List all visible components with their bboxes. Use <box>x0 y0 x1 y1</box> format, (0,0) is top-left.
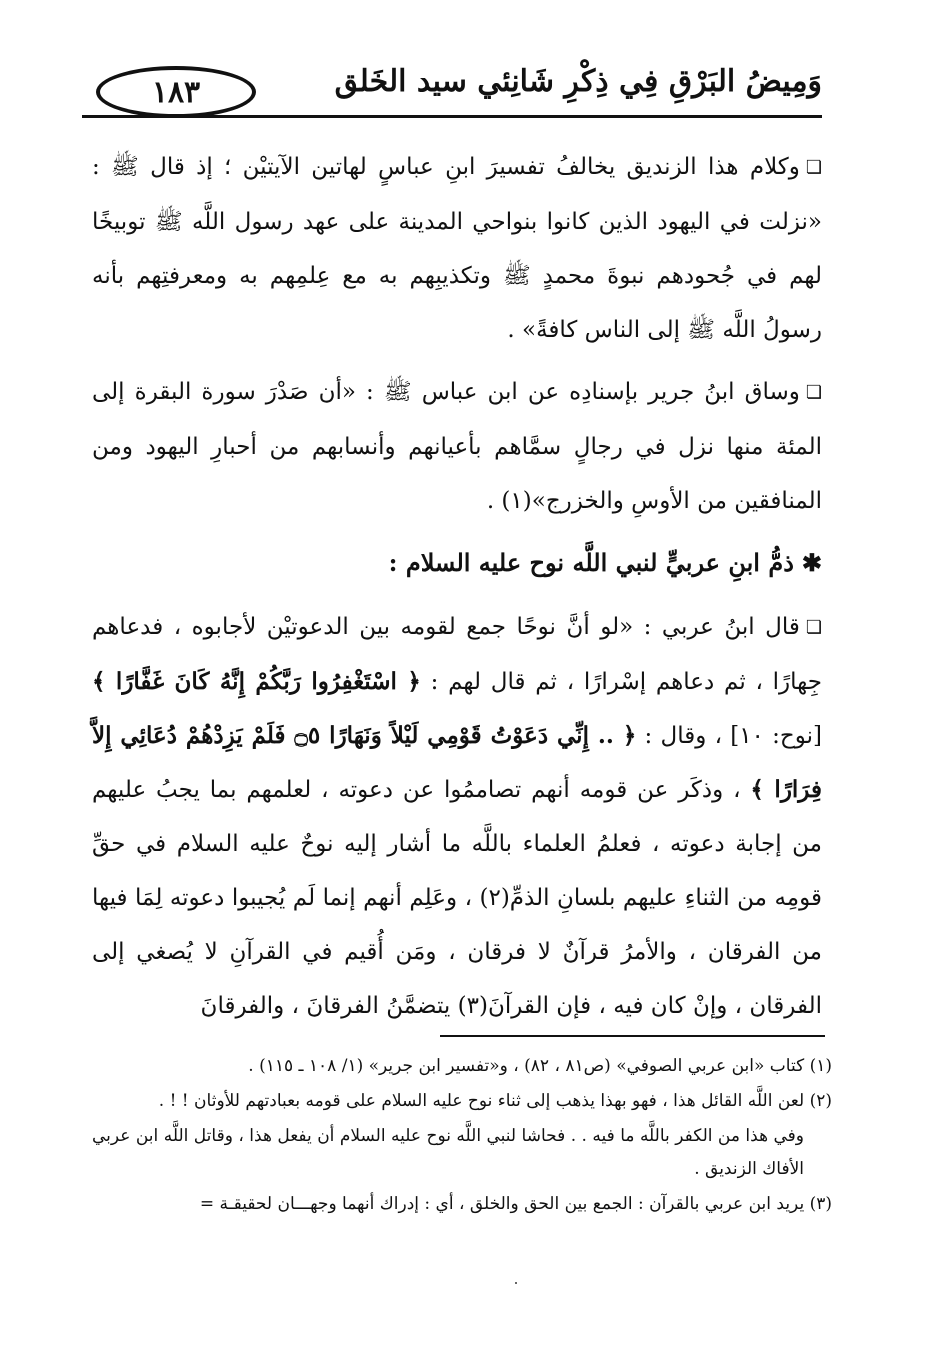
paragraph-3-text-c: ، وذكَر عن قومه أنهم تصاممُوا عن دعوته ، لعلمهم بما يجبُ عليهم من إجابة دعوته ، فعلمُ العلماء باللَّه ما أشار إليه نوحٌ عليه السلام في حقِّ قومِه من الثناءِ عليهم بلسانِ الذمِّ(٢) ، وعَلِم أنهم إنما لَم يُجيبوا دعوته لِمَا فيها من الفرقان ، والأمرُ قرآنٌ لا فرقان ، ومَن أُقيم في القرآنِ لا يُصغي إلى الفرقان ، وإنْ كان فيه ، فإن القرآنَ(٣) يتضمَّنُ الفرقانَ ، والفرقانَ <box>92 777 822 1019</box>
paragraph-1-text: وكلام هذا الزنديق يخالفُ تفسيرَ ابنِ عباسٍ لهاتين الآيتيْن ؛ إذ قال ﷺ : «نزلت في اليهود الذين كانوا بنواحي المدينة على عهد رسول اللَّه ﷺ توبيخًا لهم في جُحودهم نبوةَ محمدٍ ﷺ وتكذيبِهم به مع عِلمِهم به ومعرفتِهم بأنه رسولُ اللَّه ﷺ إلى الناس كافةً» . <box>92 154 822 343</box>
paragraph-3-text-a: قال ابنُ عربي : «لو أنَّ نوحًا جمع لقومه بين الدعوتيْن لأجابوه ، فدعاهم جِهارًا ، ثم دعاهم إسْرارًا ، ثم قال لهم : <box>92 614 822 695</box>
footnotes <box>92 1050 832 1223</box>
footnote-3: (٣) يريد ابن عربي بالقرآن : الجمع بين الحق والخلق ، أي : إدراك أنهما وجهـــان لحقيقـة = <box>199 1194 832 1214</box>
paragraph-1 <box>92 140 822 357</box>
paragraph-2 <box>92 365 822 528</box>
section-heading-text: ذمُّ ابنِ عربيٍّ لنبي اللَّه نوح عليه السلام : <box>388 548 794 577</box>
square-bullet-icon: ❏ <box>805 157 822 178</box>
asterisk-icon: ✱ <box>801 548 822 577</box>
footnote-divider <box>440 1035 825 1037</box>
section-heading <box>92 536 822 590</box>
square-bullet-icon: ❏ <box>805 617 822 638</box>
footnote-2-continuation: وفي هذا من الكفر باللَّه ما فيه . . فحاشا لنبي اللَّه نوح عليه السلام أن يفعل هذا ، وقاتل اللَّه ابن عربي الأفاك الزنديق . <box>92 1126 804 1179</box>
paragraph-3-text-b: [نوح: ١٠] ، وقال : <box>644 723 822 749</box>
main-text <box>92 140 822 1041</box>
square-bullet-icon: ❏ <box>805 382 822 403</box>
paragraph-3 <box>92 600 822 1033</box>
header-divider <box>82 115 822 118</box>
page-number: ١٨٣ <box>96 66 256 118</box>
running-title: وَمِيضُ البَرْقِ فِي ذِكْرِ شَانِئي سيد الخَلق <box>334 64 822 99</box>
footnote-1: (١) كتاب «ابن عربي الصوفي» (ص٨١ ، ٨٢) ، و«تفسير ابن جرير» (١/ ١٠٨ ـ ١١٥) . <box>248 1056 832 1076</box>
footnote-2: (٢) لعن اللَّه القائل هذا ، فهو بهذا يذهب إلى ثناء نوح عليه السلام على قومه بعبادتهم للأوثان ! ! . <box>158 1091 832 1111</box>
page-header <box>82 58 822 120</box>
scan-speck <box>515 1282 517 1284</box>
paragraph-2-text: وساق ابنُ جرير بإسنادِه عن ابن عباس ﷺ : «أن صَدْرَ سورة البقرة إلى المئة منها نزل في رجالٍ سمَّاهم بأعيانهم وأنسابهم من أحبارِ اليهود ومن المنافقين من الأوسِ والخزرج»(١) . <box>92 379 822 514</box>
quran-quote-1: ﴿ اسْتَغْفِرُوا رَبَّكُمْ إِنَّهُ كَانَ غَفَّارًا ﴾ <box>92 668 421 695</box>
quran-quote-2: ﴿ .. إِنِّي دَعَوْتُ قَوْمِي لَيْلاً وَنَهَارًا ۝٥ فَلَمْ يَزِدْهُمْ دُعَائِي إِلاَّ فِرَارًا ﴾ <box>92 722 822 803</box>
